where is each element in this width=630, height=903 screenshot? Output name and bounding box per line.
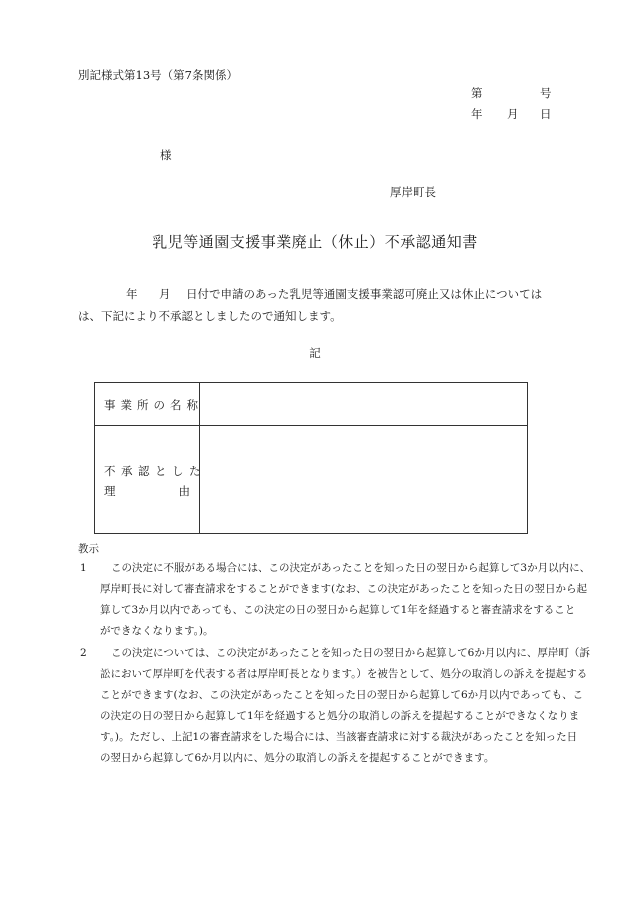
body-line-2: は、下記により不承認としましたので通知します。 (78, 309, 342, 323)
body-year-label: 年 (126, 287, 138, 301)
note-item-1 (78, 558, 591, 642)
note-line: ができなくなります。)。 (100, 625, 214, 637)
ki-heading: 記 (309, 346, 321, 360)
document-number-suffix: 号 (540, 86, 552, 100)
addressee-suffix: 様 (160, 148, 172, 162)
body-line-1 (78, 283, 552, 305)
note-line: 訟において厚岸町を代表する者は厚岸町長となります。）を被告として、処分の取消しの訴えを提起する (100, 668, 588, 680)
note-line: この決定については、この決定があったことを知った日の翌日から起算して6か月以内に、厚岸町（訴 (111, 647, 590, 659)
facility-name-label: 事業所の名称 (104, 398, 203, 412)
note-number: 1 (80, 562, 87, 574)
info-table (94, 382, 528, 534)
reason-label-line-1: 不承認とした (104, 464, 206, 478)
date-year-label: 年 (471, 107, 483, 121)
body-line-1-rest: 日付で申請のあった乳児等通園支援事業認可廃止又は休止については (186, 287, 543, 301)
date-month-label: 月 (507, 107, 519, 121)
document-number-label: 第 (471, 86, 483, 100)
body-month-label: 月 (159, 287, 171, 301)
issuer-name: 厚岸町長 (390, 185, 436, 199)
note-item-2 (78, 643, 590, 769)
note-line: す。)。ただし、上記1の審査請求をした場合には、当該審査請求に対する裁決があったことを知った日 (100, 731, 578, 743)
form-number: 別記様式第13号（第7条関係） (78, 68, 238, 82)
note-line: の決定の日の翌日から起算して1年を経過すると処分の取消しの訴えを提起することができなくなりま (100, 710, 580, 722)
date-day-label: 日 (540, 107, 552, 121)
reason-label-right: 由 (178, 484, 190, 498)
body-text (78, 283, 552, 327)
note-line: 厚岸町長に対して審査請求をすることができます(なお、この決定があったことを知った日の翌日から起 (100, 583, 587, 595)
notes-list (78, 558, 591, 769)
note-line: の翌日から起算して6か月以内に、処分の取消しの訴えを提起することができます。 (100, 752, 495, 764)
notes-heading: 教示 (78, 543, 99, 555)
reason-label-left: 理 (104, 484, 116, 498)
note-line: ことができます(なお、この決定があったことを知った日の翌日から起算して6か月以内であっても、こ (100, 689, 584, 701)
note-line: この決定に不服がある場合には、この決定があったことを知った日の翌日から起算して3か月以内に、 (111, 562, 591, 574)
note-line: 算して3か月以内であっても、この決定の日の翌日から起算して1年を経過すると審査請求をすること (100, 604, 576, 616)
document-title: 乳児等通園支援事業廃止（休止）不承認通知書 (152, 233, 478, 251)
note-number: 2 (80, 647, 87, 659)
